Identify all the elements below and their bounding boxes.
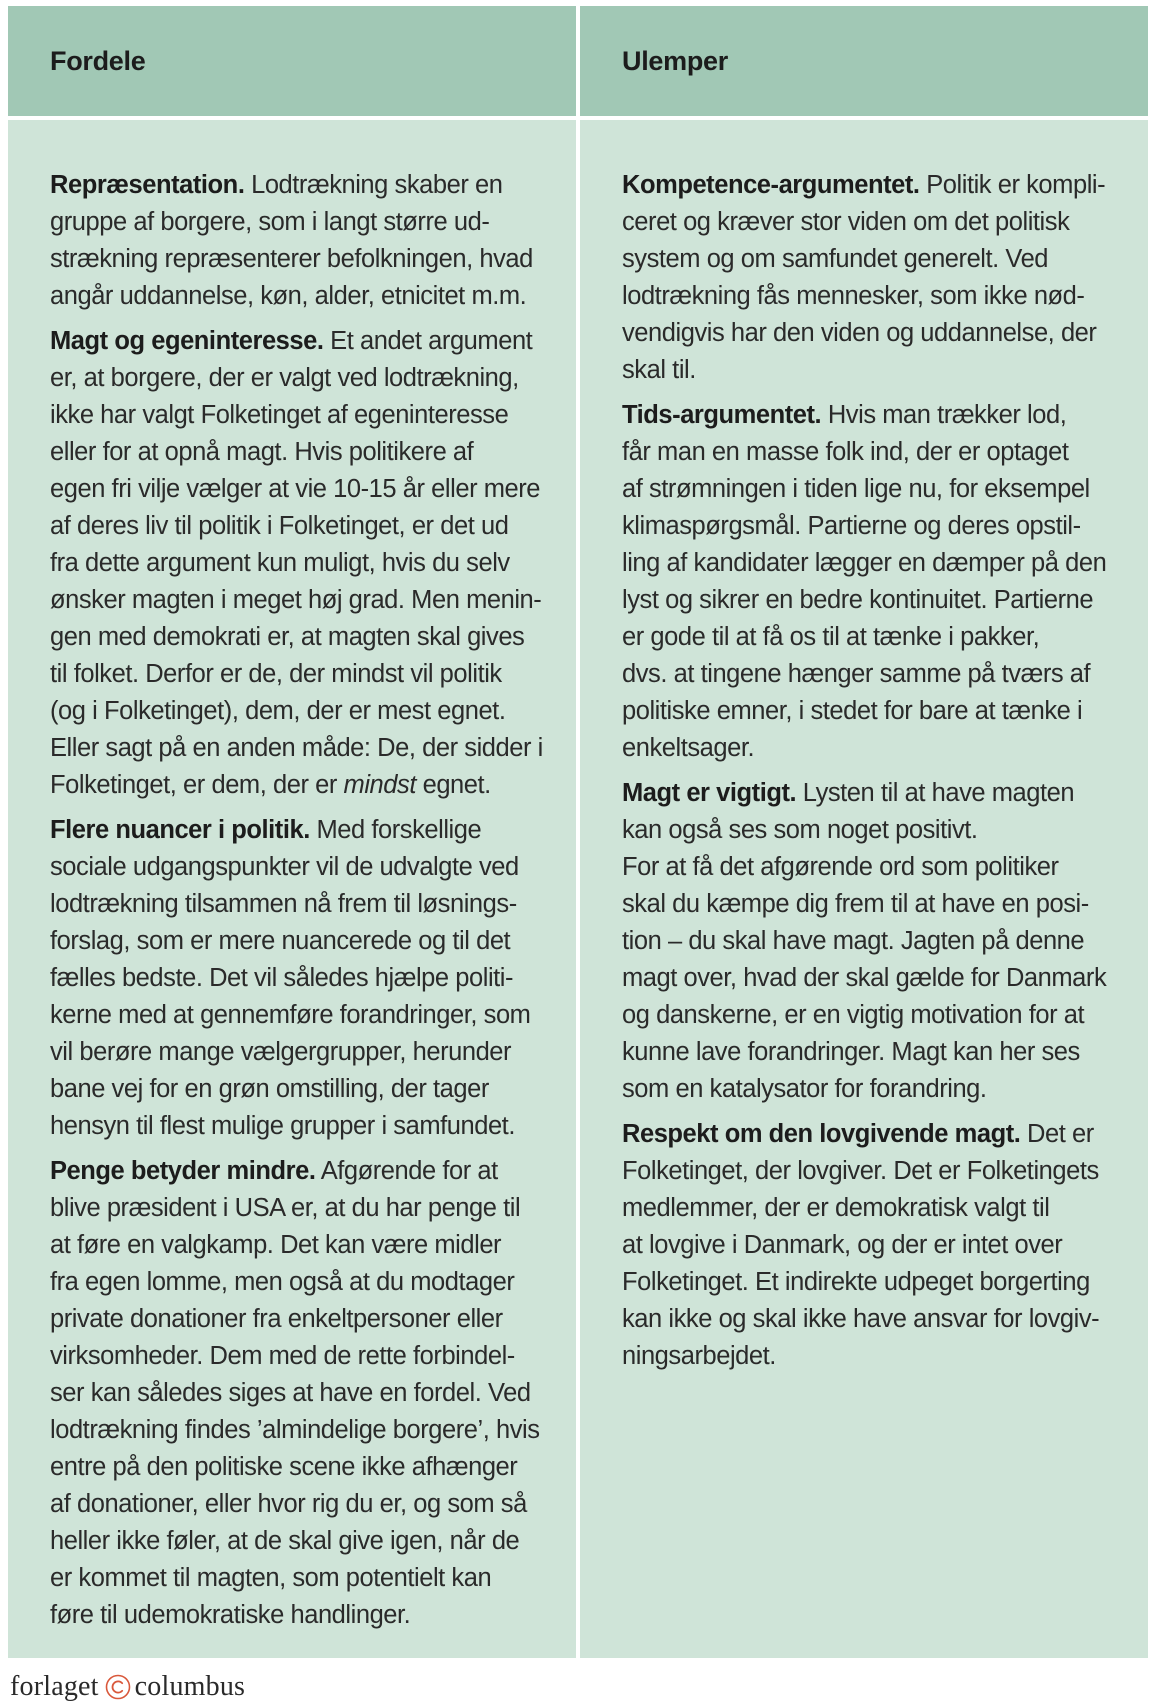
pros-cons-table — [8, 6, 1148, 1658]
line: af donationer, eller hvor rig du er, og som så — [50, 1490, 527, 1518]
line: kan også ses som noget positivt. — [622, 816, 978, 844]
line: Lysten til at have magten — [802, 779, 1075, 807]
line: fælles bedste. Det vil således hjælpe politi- — [50, 964, 514, 992]
line: lodtrækning tilsammen nå frem til løsnings- — [50, 890, 517, 918]
line: strækning repræsenterer befolkningen, hvad — [50, 245, 533, 273]
line: lodtrækning findes ’almindelige borgere’, hvis — [50, 1416, 540, 1444]
line: ceret og kræver stor viden om det politisk — [622, 208, 1070, 236]
pros-paragraph-money — [50, 1153, 548, 1634]
line: vil berøre mange vælgergrupper, herunder — [50, 1038, 512, 1066]
paragraph-title: Kompetence-argumentet. — [622, 171, 920, 199]
line: føre til udemokratiske handlinger. — [50, 1601, 411, 1629]
line: Med forskellige — [316, 816, 482, 844]
line: er kommet til magten, som potentielt kan — [50, 1564, 492, 1592]
line: Det er — [1027, 1120, 1094, 1148]
line: ling af kandidater lægger en dæmper på den — [622, 549, 1107, 577]
line: og danskerne, er en vigtig motivation for at — [622, 1001, 1085, 1029]
line: forslag, som er mere nuancerede og til det — [50, 927, 511, 955]
line: egen fri vilje vælger at vie 10-15 år eller mere — [50, 475, 541, 503]
line: magt over, hvad der skal gælde for Danmark — [622, 964, 1107, 992]
line: gruppe af borgere, som i langt større ud- — [50, 208, 490, 236]
publisher-logo — [10, 1670, 245, 1704]
paragraph-title: Repræsentation. — [50, 171, 245, 199]
brand-left: forlaget — [10, 1671, 99, 1702]
line: skal du kæmpe dig frem til at have en posi- — [622, 890, 1089, 918]
cons-paragraph-power — [622, 775, 1120, 1108]
line: entre på den politiske scene ikke afhænger — [50, 1453, 518, 1481]
brand-right: columbus — [134, 1671, 246, 1702]
line: Lodtrækning skaber en — [251, 171, 503, 199]
paragraph-title: Flere nuancer i politik. — [50, 816, 310, 844]
line: politiske emner, i stedet for bare at tænke i — [622, 697, 1083, 725]
line: enkeltsager. — [622, 734, 755, 762]
line: klimaspørgsmål. Partierne og deres opstil- — [622, 512, 1081, 540]
line: vendigvis har den viden og uddannelse, der — [622, 319, 1097, 347]
line: bane vej for en grøn omstilling, der tager — [50, 1075, 489, 1103]
header-pros-label: Fordele — [50, 45, 146, 76]
line: lodtrækning fås mennesker, som ikke nød- — [622, 282, 1085, 310]
line: lyst og sikrer en bedre kontinuitet. Partierne — [622, 586, 1094, 614]
line: Afgørende for at — [320, 1157, 498, 1185]
line: Hvis man trækker lod, — [827, 401, 1067, 429]
line: kan ikke og skal ikke have ansvar for lovgiv- — [622, 1305, 1100, 1333]
cons-column — [580, 120, 1148, 1658]
paragraph-title: Magt og egeninteresse. — [50, 327, 324, 355]
line: dvs. at tingene hænger samme på tværs af — [622, 660, 1091, 688]
line: Folketinget, er dem, der er — [50, 771, 344, 799]
line: kerne med at gennemføre forandringer, som — [50, 1001, 531, 1029]
line: system og om samfundet generelt. Ved — [622, 245, 1049, 273]
cons-paragraph-legislative — [622, 1116, 1120, 1375]
line: Politik er kompli- — [926, 171, 1106, 199]
pros-paragraph-nuances — [50, 812, 548, 1145]
line: som en katalysator for forandring. — [622, 1075, 987, 1103]
line: gen med demokrati er, at magten skal gives — [50, 623, 525, 651]
header-cons-label: Ulemper — [622, 45, 728, 76]
copyright-c-icon — [105, 1674, 131, 1700]
line: kunne lave forandringer. Magt kan her ses — [622, 1038, 1080, 1066]
emphasis-word: mindst — [343, 771, 416, 799]
pros-paragraph-representation — [50, 167, 548, 315]
line: blive præsident i USA er, at du har penge til — [50, 1194, 521, 1222]
paragraph-title: Penge betyder mindre. — [50, 1157, 316, 1185]
line: Et andet argument — [330, 327, 533, 355]
line: at føre en valgkamp. Det kan være midler — [50, 1231, 502, 1259]
line: er gode til at få os til at tænke i pakker, — [622, 623, 1040, 651]
line: ønsker magten i meget høj grad. Men menin- — [50, 586, 542, 614]
line: får man en masse folk ind, der er optaget — [622, 438, 1069, 466]
line: Eller sagt på en anden måde: De, der sidder i — [50, 734, 543, 762]
line: ser kan således siges at have en fordel. Ved — [50, 1379, 531, 1407]
line: af strømningen i tiden lige nu, for eksempel — [622, 475, 1090, 503]
line: For at få det afgørende ord som politiker — [622, 853, 1059, 881]
line: (og i Folketinget), dem, der er mest egnet. — [50, 697, 506, 725]
paragraph-title: Respekt om den lovgivende magt. — [622, 1120, 1021, 1148]
pros-paragraph-power — [50, 323, 548, 804]
line: angår uddannelse, køn, alder, etnicitet m.m. — [50, 282, 527, 310]
line: til folket. Derfor er de, der mindst vil politik — [50, 660, 502, 688]
line: virksomheder. Dem med de rette forbindel- — [50, 1342, 515, 1370]
line: egnet. — [415, 771, 491, 799]
line: fra egen lomme, men også at du modtager — [50, 1268, 515, 1296]
line: private donationer fra enkeltpersoner eller — [50, 1305, 503, 1333]
line: ningsarbejdet. — [622, 1342, 776, 1370]
line: ikke har valgt Folketinget af egeninteresse — [50, 401, 509, 429]
line: tion – du skal have magt. Jagten på denne — [622, 927, 1085, 955]
line: af deres liv til politik i Folketinget, er det ud — [50, 512, 509, 540]
line: Folketinget. Et indirekte udpeget borgerting — [622, 1268, 1090, 1296]
header-cons — [580, 6, 1148, 116]
paragraph-title: Magt er vigtigt. — [622, 779, 797, 807]
line: fra dette argument kun muligt, hvis du selv — [50, 549, 510, 577]
cons-paragraph-competence — [622, 167, 1120, 389]
cons-paragraph-time — [622, 397, 1120, 767]
line: Folketinget, der lovgiver. Det er Folketingets — [622, 1157, 1099, 1185]
line: sociale udgangspunkter vil de udvalgte ved — [50, 853, 519, 881]
line: heller ikke føler, at de skal give igen, når de — [50, 1527, 520, 1555]
line: eller for at opnå magt. Hvis politikere af — [50, 438, 474, 466]
line: at lovgive i Danmark, og der er intet over — [622, 1231, 1063, 1259]
paragraph-title: Tids-argumentet. — [622, 401, 822, 429]
header-pros — [8, 6, 576, 116]
line: hensyn til flest mulige grupper i samfundet. — [50, 1112, 515, 1140]
line: medlemmer, der er demokratisk valgt til — [622, 1194, 1050, 1222]
line: er, at borgere, der er valgt ved lodtrækning, — [50, 364, 519, 392]
pros-column — [8, 120, 576, 1658]
line: skal til. — [622, 356, 696, 384]
